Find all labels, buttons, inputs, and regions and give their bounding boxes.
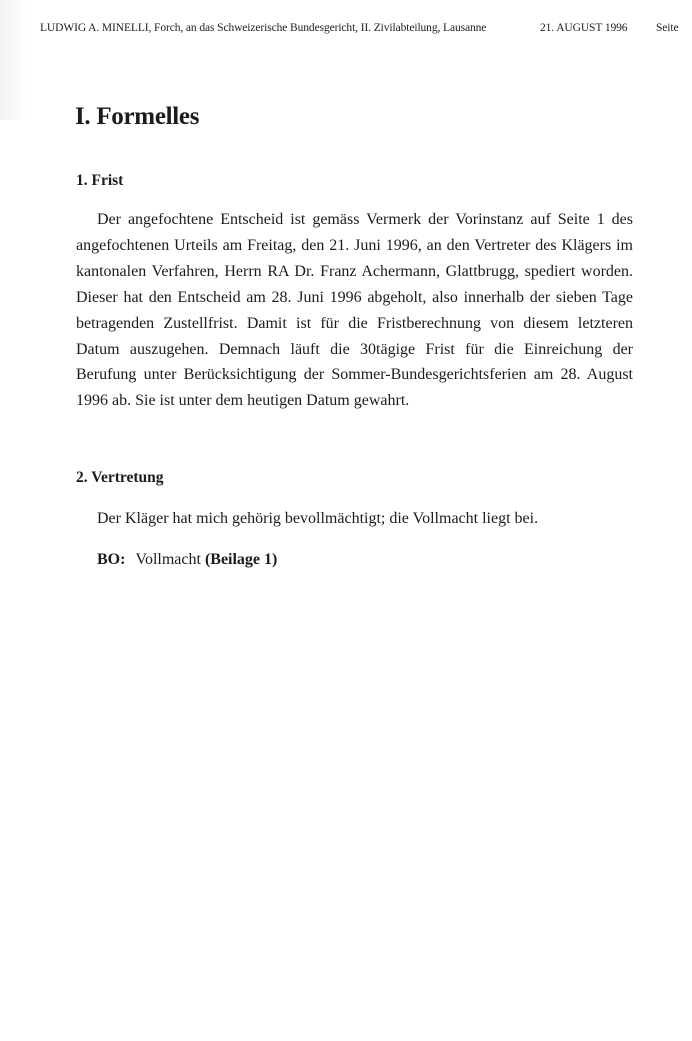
section-heading-frist: 1. Frist	[76, 172, 124, 189]
section-text-vertretung: Der Kläger hat mich gehörig bevollmächtigt; die Vollmacht liegt bei.	[97, 510, 539, 527]
evidence-line	[97, 551, 277, 569]
scan-artifact	[0, 0, 28, 120]
section-heading-vertretung: 2. Vertretung	[76, 469, 164, 486]
header-page-label: Seite	[656, 22, 679, 34]
evidence-label: BO:	[97, 551, 126, 568]
header-author: LUDWIG A. MINELLI, Forch, an das Schweizerische Bundesgericht, II. Zivilabteilung, Lausanne	[40, 22, 487, 34]
evidence-reference: (Beilage 1)	[204, 551, 278, 568]
page-title: I. Formelles	[75, 103, 200, 130]
page-header	[40, 22, 692, 34]
header-date: 21. AUGUST 1996	[540, 22, 628, 34]
evidence-item: Vollmacht	[135, 551, 201, 568]
section-text-frist: Der angefochtene Entscheid ist gemäss Vermerk der Vorinstanz auf Seite 1 des angefochtenen Urteils am Freitag, den 21. Juni 1996, an den Vertreter des Klägers im kantonalen Verfahren, Herrn RA Dr. Franz Achermann, Glattbrugg, spediert worden. Dieser hat den Entscheid am 28. Juni 1996 abgeholt, also innerhalb der sieben Tage betragenden Zustellfrist. Damit ist für die Fristberechnung von diesem letzteren Datum auszugehen. Demnach läuft die 30tägige Frist für die Einreichung der Berufung unter Berücksichtigung der Sommer-Bundesgerichtsferien am 28. August 1996 ab. Sie ist unter dem heutigen Datum gewahrt.	[76, 211, 633, 410]
